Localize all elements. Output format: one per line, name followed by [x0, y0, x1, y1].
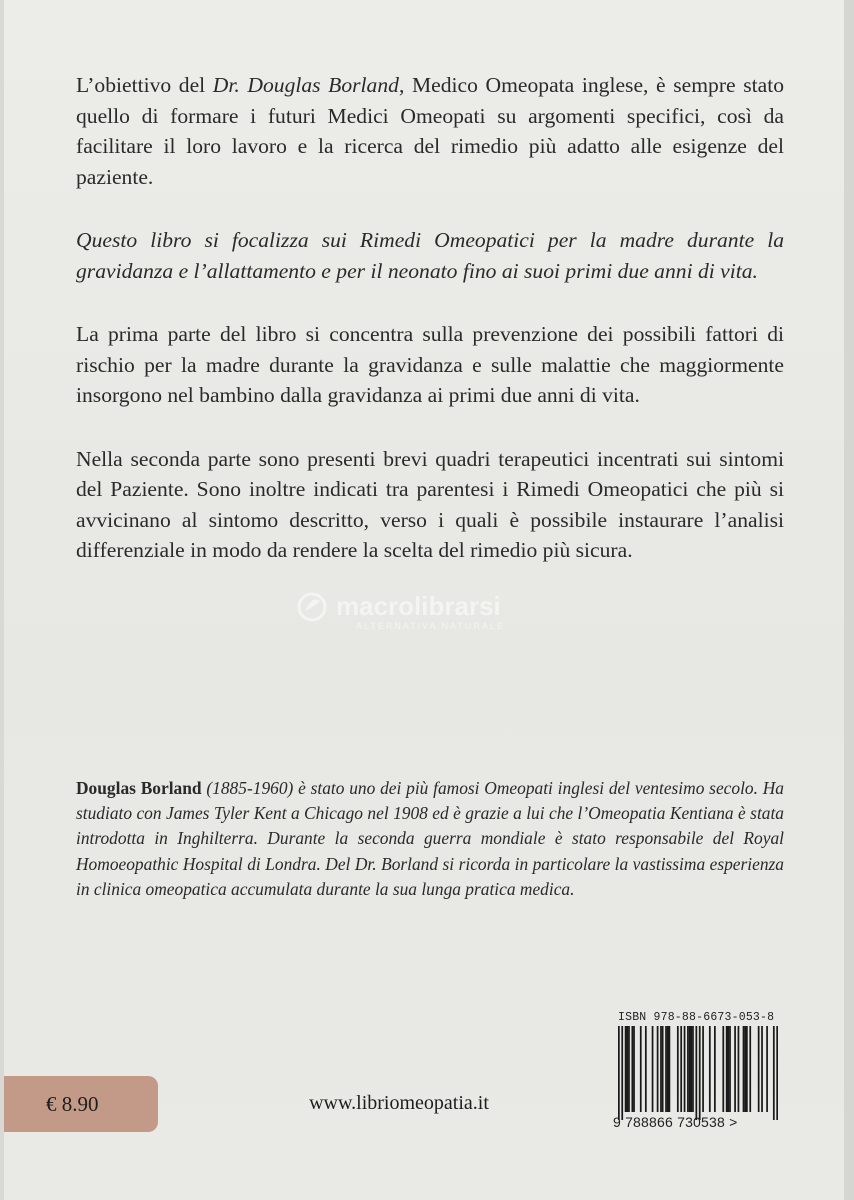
barcode-bar [699, 1026, 701, 1120]
barcode-bar [652, 1026, 654, 1112]
focus-text: Questo libro si focalizza sui Rimedi Omeopatici per la madre durante la gravidanza e l’allattamento e per il neonato fino ai suoi primi due anni di vita. [76, 228, 784, 283]
barcode-bar [758, 1026, 760, 1112]
barcode-bar [662, 1026, 664, 1112]
barcode-bar [714, 1026, 716, 1112]
paragraph-intro [76, 70, 784, 192]
barcode-bar [729, 1026, 731, 1112]
barcode-bar [625, 1026, 627, 1112]
barcode-bar [766, 1026, 768, 1112]
paragraph-first-part: La prima parte del libro si concentra sulla prevenzione dei possibili fattori di rischio per la madre durante la gravidanza e sulle malattie che maggiormente insorgono nel bambino dalla gravidanza ai primi due anni di vita. [76, 322, 784, 407]
barcode-bar [645, 1026, 647, 1112]
watermark-tagline: ALTERNATIVA NATURALE [356, 621, 505, 631]
barcode-digits: 9 788866 730538 > [613, 1114, 738, 1130]
description-text [76, 70, 784, 599]
barcode-bar [669, 1026, 671, 1112]
paragraph-focus [76, 225, 784, 286]
barcode-bar [689, 1026, 691, 1112]
barcode-bar [618, 1026, 620, 1120]
intro-rest: , Medico Omeopata inglese, è sempre stato quello di formare i futuri Medici Omeopati su argomenti specifici, così da facilitare il loro lavoro e la ricerca del rimedio più adatto alle esigenze del paziente. [76, 73, 784, 189]
barcode-bar [690, 1026, 692, 1112]
barcode-bar [746, 1026, 748, 1112]
barcode-bar [773, 1026, 775, 1120]
bio-text: (1885-1960) è stato uno dei più famosi Omeopati inglesi del ventesimo secolo. Ha studiato con James Tyler Kent a Chicago nel 1908 ed è grazie a lui che l’Omeopatia Kentiana è stata introdotta in Inghilterra. Durante la seconda guerra mondiale è stato responsabile del Royal Homoeopathic Hospital di Londra. Del Dr. Borland si ricorda in particolare la vastissima esperienza in clinica omeopatica accumulata durante la sua lunga pratica medica. [76, 778, 784, 899]
barcode-bar [727, 1026, 729, 1112]
intro-lead: L’obiettivo del [76, 73, 213, 97]
barcode-bar [687, 1026, 689, 1112]
barcode-bar [677, 1026, 679, 1112]
barcode-bar [749, 1026, 751, 1112]
barcode-bar [631, 1026, 633, 1112]
leaf-icon [305, 599, 320, 611]
barcode-bar [621, 1026, 623, 1120]
isbn-label: ISBN 978-88-6673-053-8 [618, 1011, 775, 1024]
barcode-bar [665, 1026, 667, 1112]
isbn-barcode [613, 1010, 794, 1134]
barcode-bar [680, 1026, 682, 1112]
barcode-bar [640, 1026, 642, 1112]
barcode-bar [660, 1026, 662, 1112]
barcode-bars [618, 1026, 778, 1120]
barcode-bar [695, 1026, 697, 1120]
barcode-bar [734, 1026, 736, 1112]
paragraph-second-part: Nella seconda parte sono presenti brevi quadri terapeutici incentrati sui sintomi del Paziente. Sono inoltre indicati tra parentesi i Rimedi Omeopatici che più si avvicinano al sintomo descritto, verso i quali è possibile instaurare l’analisi differenziale in modo da rendere la scelta del rimedio più sicura. [76, 446, 784, 562]
barcode-bar [738, 1026, 740, 1112]
barcode-bar [667, 1026, 669, 1112]
barcode-bar [709, 1026, 711, 1112]
barcode-bar [761, 1026, 763, 1112]
barcode-bar [633, 1026, 635, 1112]
price-label: € 8.90 [46, 1091, 99, 1116]
barcode-bar [744, 1026, 746, 1112]
barcode-bar [722, 1026, 724, 1112]
author-name-italic: Dr. Douglas Borland [212, 73, 399, 97]
barcode-bar [684, 1026, 686, 1112]
bio-author-name: Douglas Borland [76, 778, 202, 798]
barcode-bar [626, 1026, 628, 1112]
watermark-brand: macrolibrarsi [336, 591, 501, 621]
barcode-bar [702, 1026, 704, 1112]
barcode-bar [776, 1026, 778, 1120]
barcode-bar [692, 1026, 694, 1112]
barcode-bar [628, 1026, 630, 1112]
author-bio [76, 776, 784, 902]
price-tag [4, 1076, 158, 1132]
website-url: www.libriomeopatia.it [309, 1092, 489, 1114]
barcode-bar [726, 1026, 728, 1112]
barcode-bar [657, 1026, 659, 1112]
barcode-bar [743, 1026, 745, 1112]
